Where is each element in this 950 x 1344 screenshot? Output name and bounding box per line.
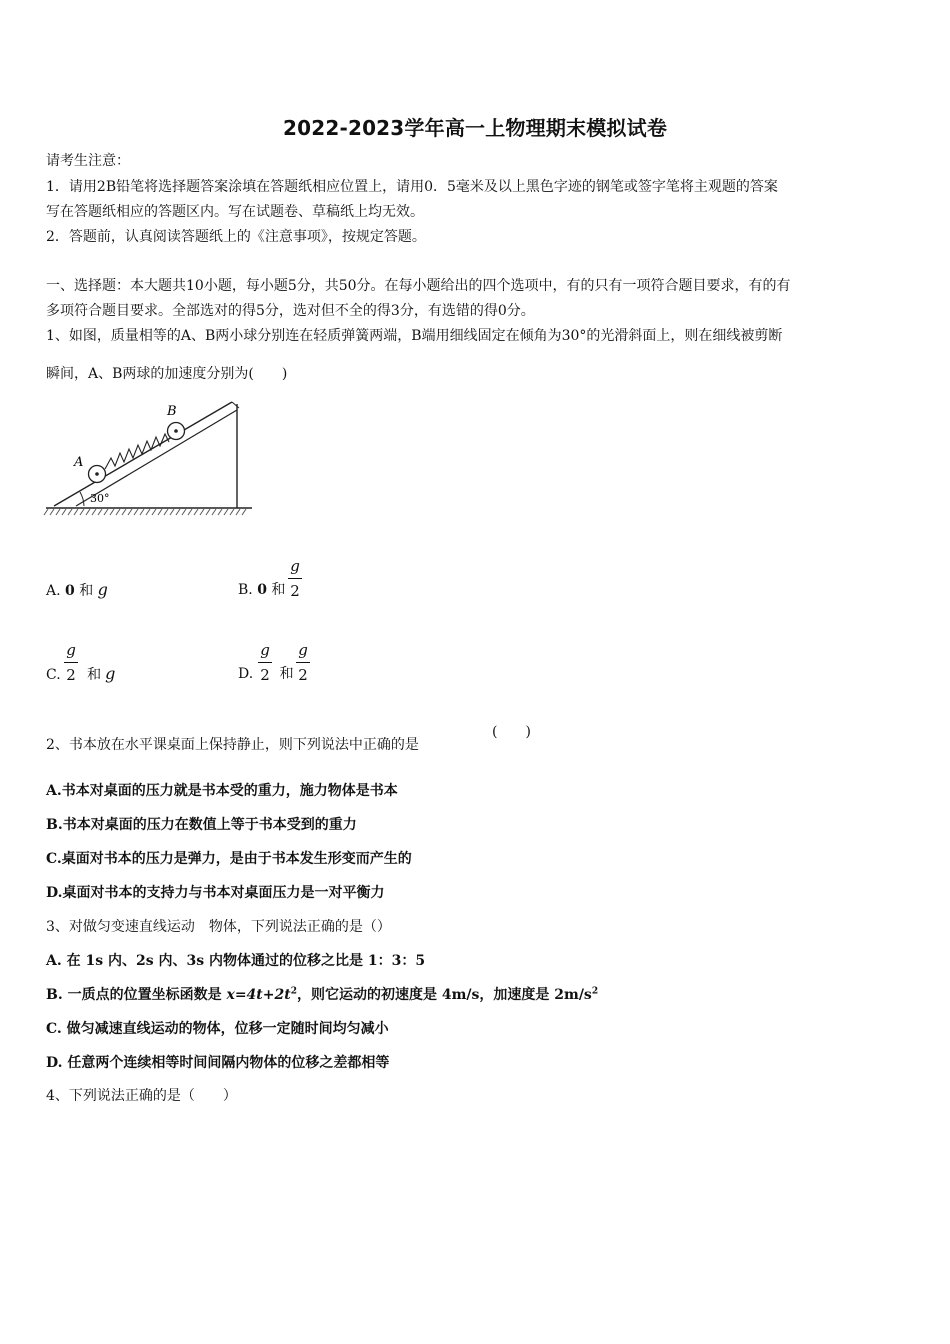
- notice-item-1-line-1: 1．请用2B铅笔将选择题答案涂填在答题纸相应位置上，请用0．5毫米及以上黑色字迹的钢笔或签字笔将主观题的答案: [46, 179, 778, 195]
- q2-option-b[interactable]: B.书本对桌面的压力在数值上等于书本受到的重力: [46, 817, 357, 833]
- q1-option-a-and: 和: [74, 583, 98, 599]
- label-b: B: [167, 404, 177, 419]
- q1-option-c-fraction: g 2: [64, 641, 78, 684]
- label-a: A: [74, 455, 84, 470]
- question-1-stem-line-2: 瞬间，A、B两球的加速度分别为( ): [46, 366, 288, 382]
- notice-heading: 请考生注意：: [46, 153, 130, 169]
- q1-option-c-prefix: C.: [46, 667, 66, 683]
- section-1-instructions-line-1: 一、选择题：本大题共10小题，每小题5分，共50分。在每小题给出的四个选项中，有的只有一项符合题目要求，有的有: [46, 278, 791, 294]
- q1-option-b-zero: 0: [257, 582, 267, 598]
- q1-option-a[interactable]: [46, 580, 108, 601]
- q1-option-b[interactable]: [238, 580, 285, 600]
- q1-option-d-fraction-2: g 2: [296, 641, 310, 684]
- spring: [105, 434, 169, 469]
- question-4-stem: 4、下列说法正确的是（ ）: [46, 1088, 237, 1104]
- q3-option-c[interactable]: C. 做匀减速直线运动的物体，位移一定随时间均匀减小: [46, 1021, 389, 1037]
- q3-option-b-function: x=4t+2t: [226, 987, 291, 1003]
- q3-option-b-rest: ，则它运动的初速度是 4m/s，加速度是 2m/s: [296, 987, 592, 1003]
- q3-option-a[interactable]: A. 在 1s 内、2s 内、3s 内物体通过的位移之比是 1：3：5: [46, 953, 426, 969]
- q3-option-b-unit-exponent: 2: [591, 986, 599, 997]
- q1-option-c[interactable]: [46, 664, 115, 685]
- q2-option-d[interactable]: D.桌面对书本的支持力与书本对桌面压力是一对平衡力: [46, 885, 385, 901]
- q1-option-d-prefix: D.: [238, 666, 258, 682]
- q1-option-d[interactable]: [238, 664, 294, 684]
- question-3-stem: 3、对做匀变速直线运动 物体，下列说法正确的是（）: [46, 919, 391, 935]
- page-title: 2022-2023学年高一上物理期末模拟试卷: [282, 116, 668, 140]
- q3-option-d[interactable]: D. 任意两个连续相等时间间隔内物体的位移之差都相等: [46, 1055, 390, 1071]
- q2-option-c[interactable]: C.桌面对书本的压力是弹力，是由于书本发生形变而产生的: [46, 851, 412, 867]
- q1-option-b-prefix: B.: [238, 582, 258, 598]
- q1-option-a-zero: 0: [65, 583, 75, 599]
- q1-option-a-g: g: [97, 580, 108, 599]
- question-1-stem-line-1: 1、如图，质量相等的A、B两小球分别连在轻质弹簧两端，B端用细线固定在倾角为30°的光滑斜面上，则在细线被剪断: [46, 328, 783, 344]
- q1-option-b-fraction: g 2: [288, 557, 302, 600]
- q1-option-d-and: 和: [279, 666, 294, 682]
- q1-option-d-fraction-1: g 2: [258, 641, 272, 684]
- q3-option-b-prefix: B. 一质点的位置坐标函数是: [46, 987, 227, 1003]
- q1-option-c-g: g: [105, 664, 116, 683]
- q3-option-b[interactable]: [46, 985, 598, 1005]
- q1-option-c-and: 和: [87, 667, 102, 683]
- q1-option-b-and: 和: [266, 582, 286, 598]
- question-2-stem: 2、书本放在水平课桌面上保持静止，则下列说法中正确的是: [46, 737, 419, 753]
- label-angle: 30°: [90, 492, 110, 505]
- notice-item-2: 2．答题前，认真阅读答题纸上的《注意事项》，按规定答题。: [46, 229, 426, 245]
- q2-option-a[interactable]: A.书本对桌面的压力就是书本受的重力，施力物体是书本: [46, 783, 398, 799]
- q1-option-a-prefix: A.: [46, 583, 66, 599]
- section-1-instructions-line-2: 多项符合题目要求。全部选对的得5分，选对但不全的得3分，有选错的得0分。: [46, 303, 535, 319]
- q3-option-b-exponent: 2: [290, 986, 297, 997]
- incline-spring-figure: [40, 392, 260, 522]
- notice-item-1-line-2: 写在答题纸相应的答题区内。写在试题卷、草稿纸上均无效。: [46, 204, 424, 220]
- question-2-paren: ( ): [492, 724, 531, 740]
